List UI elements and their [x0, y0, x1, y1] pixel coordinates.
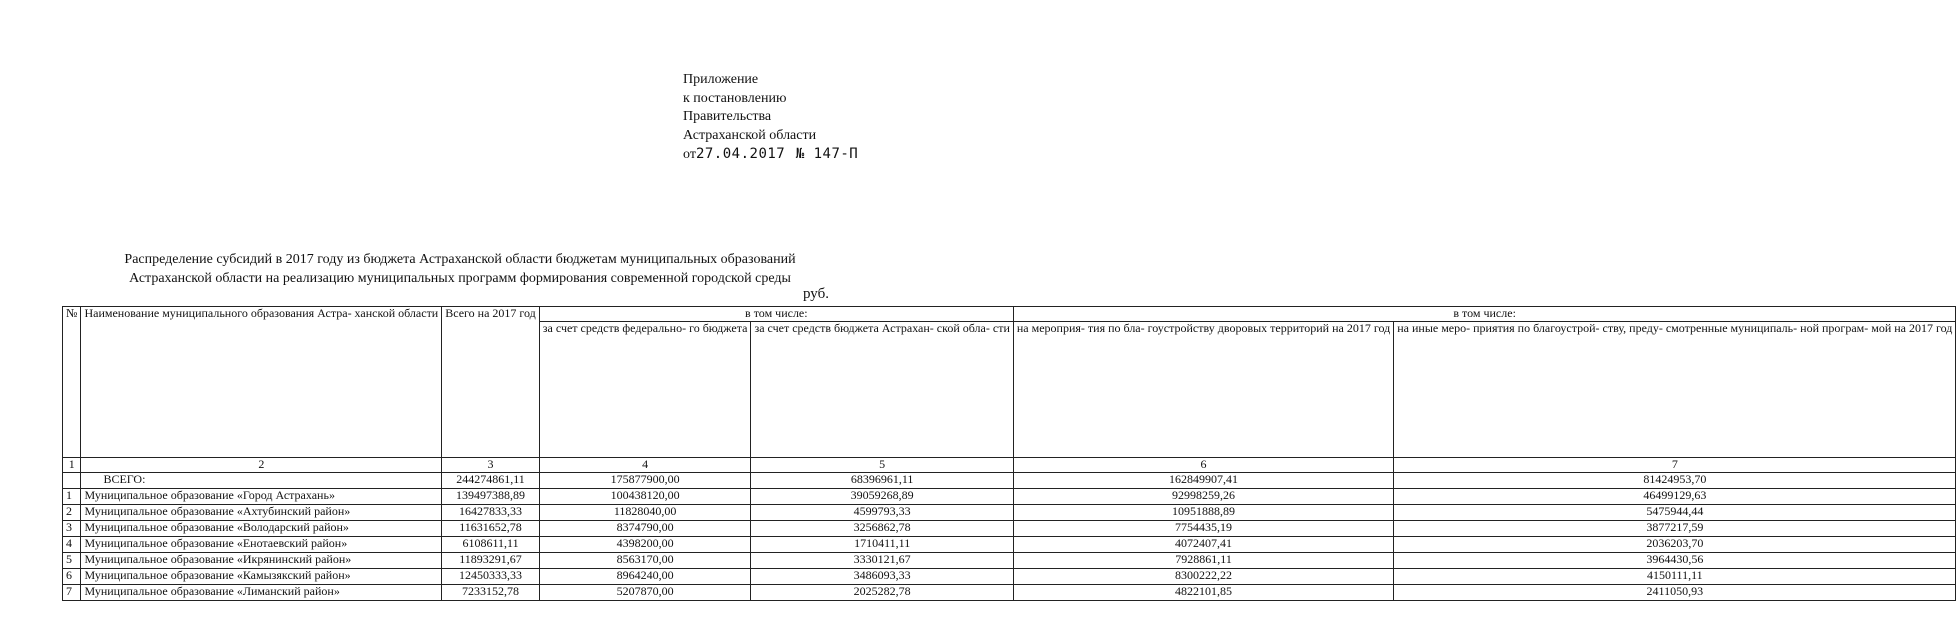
table-row — [63, 568, 1956, 584]
table-row — [63, 488, 1956, 504]
col-index: 6 — [1013, 457, 1393, 472]
row-yards: 7928861,11 — [1013, 552, 1393, 568]
row-num: 1 — [63, 488, 81, 504]
row-yards: 4072407,41 — [1013, 536, 1393, 552]
header-federal: за счет средств федерально- го бюджета — [539, 321, 751, 457]
row-yards: 7754435,19 — [1013, 520, 1393, 536]
row-other: 4150111,11 — [1394, 568, 1956, 584]
table-row — [63, 520, 1956, 536]
municipality-name: Муниципальное образование «Камызякский район» — [81, 568, 442, 584]
row-num: 6 — [63, 568, 81, 584]
row-yards: 10951888,89 — [1013, 504, 1393, 520]
decree-date: 27.04.2017 — [695, 146, 786, 162]
header-group-sources: в том числе: — [539, 307, 1013, 322]
subsidy-table — [62, 306, 1956, 601]
row-federal: 100438120,00 — [539, 488, 751, 504]
row-total: 139497388,89 — [442, 488, 540, 504]
header-name: Наименование муниципального образования Астра- ханской области — [81, 307, 442, 458]
row-other: 2411050,93 — [1394, 584, 1956, 600]
appendix-line-3: Правительства — [683, 109, 772, 124]
col-index: 3 — [442, 457, 540, 472]
row-total: 16427833,33 — [442, 504, 540, 520]
row-federal: 4398200,00 — [539, 536, 751, 552]
row-total: 12450333,33 — [442, 568, 540, 584]
appendix-date-line — [683, 145, 858, 165]
row-federal: 8563170,00 — [539, 552, 751, 568]
row-other: 5475944,44 — [1394, 504, 1956, 520]
row-federal: 5207870,00 — [539, 584, 751, 600]
col-index: 1 — [63, 457, 81, 472]
total-other: 81424953,70 — [1394, 472, 1956, 488]
header-num: № — [63, 307, 81, 458]
row-num: 5 — [63, 552, 81, 568]
total-label: ВСЕГО: — [81, 472, 442, 488]
table-row — [63, 584, 1956, 600]
municipality-name: Муниципальное образование «Енотаевский район» — [81, 536, 442, 552]
title-line-2: Астраханской области на реализацию муниципальных программ формирования современной городской среды — [129, 271, 791, 286]
row-yards: 8300222,22 — [1013, 568, 1393, 584]
decree-number: № 147-П — [795, 146, 859, 162]
row-regional: 39059268,89 — [751, 488, 1013, 504]
row-other: 46499129,63 — [1394, 488, 1956, 504]
row-regional: 3330121,67 — [751, 552, 1013, 568]
document-title — [60, 250, 860, 288]
row-yards: 92998259,26 — [1013, 488, 1393, 504]
row-regional: 3486093,33 — [751, 568, 1013, 584]
header-regional: за счет средств бюджета Астрахан- ской обла- сти — [751, 321, 1013, 457]
municipality-name: Муниципальное образование «Ахтубинский район» — [81, 504, 442, 520]
row-regional: 3256862,78 — [751, 520, 1013, 536]
appendix-block — [683, 71, 858, 165]
row-yards: 4822101,85 — [1013, 584, 1393, 600]
municipality-name: Муниципальное образование «Икрянинский район» — [81, 552, 442, 568]
total-row — [63, 472, 1956, 488]
row-other: 3877217,59 — [1394, 520, 1956, 536]
table-row — [63, 552, 1956, 568]
header-yards: на мероприя- тия по бла- гоустройству дворовых территорий на 2017 год — [1013, 321, 1393, 457]
header-total: Всего на 2017 год — [442, 307, 540, 458]
total-federal: 175877900,00 — [539, 472, 751, 488]
row-total: 11631652,78 — [442, 520, 540, 536]
col-index: 5 — [751, 457, 1013, 472]
row-regional: 2025282,78 — [751, 584, 1013, 600]
appendix-line-1: Приложение — [683, 72, 759, 87]
row-regional: 1710411,11 — [751, 536, 1013, 552]
total-num-cell — [63, 472, 81, 488]
appendix-line-2: к постановлению — [683, 90, 787, 106]
row-total: 6108611,11 — [442, 536, 540, 552]
header-group-purposes: в том числе: — [1013, 307, 1956, 322]
total-yards: 162849907,41 — [1013, 472, 1393, 488]
row-federal: 8374790,00 — [539, 520, 751, 536]
title-line-1: Распределение субсидий в 2017 году из бюджета Астраханской области бюджетам муниципальных образований — [124, 252, 796, 267]
row-num: 4 — [63, 536, 81, 552]
total-regional: 68396961,11 — [751, 472, 1013, 488]
date-prefix: от — [683, 147, 696, 162]
row-federal: 8964240,00 — [539, 568, 751, 584]
row-num: 2 — [63, 504, 81, 520]
row-num: 7 — [63, 584, 81, 600]
row-total: 11893291,67 — [442, 552, 540, 568]
municipality-name: Муниципальное образование «Лиманский район» — [81, 584, 442, 600]
header-other: на иные меро- приятия по благоустрой- ству, преду- смотренные муниципаль- ной програм- мой на 2017 год — [1394, 321, 1956, 457]
row-total: 7233152,78 — [442, 584, 540, 600]
row-num: 3 — [63, 520, 81, 536]
col-index: 4 — [539, 457, 751, 472]
table-row — [63, 504, 1956, 520]
row-regional: 4599793,33 — [751, 504, 1013, 520]
table-row — [63, 536, 1956, 552]
municipality-name: Муниципальное образование «Город Астрахань» — [81, 488, 442, 504]
col-index: 2 — [81, 457, 442, 472]
row-federal: 11828040,00 — [539, 504, 751, 520]
currency-unit: руб. — [803, 286, 829, 302]
appendix-line-4: Астраханской области — [683, 127, 817, 143]
column-index-row — [63, 457, 1956, 472]
row-other: 2036203,70 — [1394, 536, 1956, 552]
municipality-name: Муниципальное образование «Володарский район» — [81, 520, 442, 536]
col-index: 7 — [1394, 457, 1956, 472]
total-sum: 244274861,11 — [442, 472, 540, 488]
row-other: 3964430,56 — [1394, 552, 1956, 568]
